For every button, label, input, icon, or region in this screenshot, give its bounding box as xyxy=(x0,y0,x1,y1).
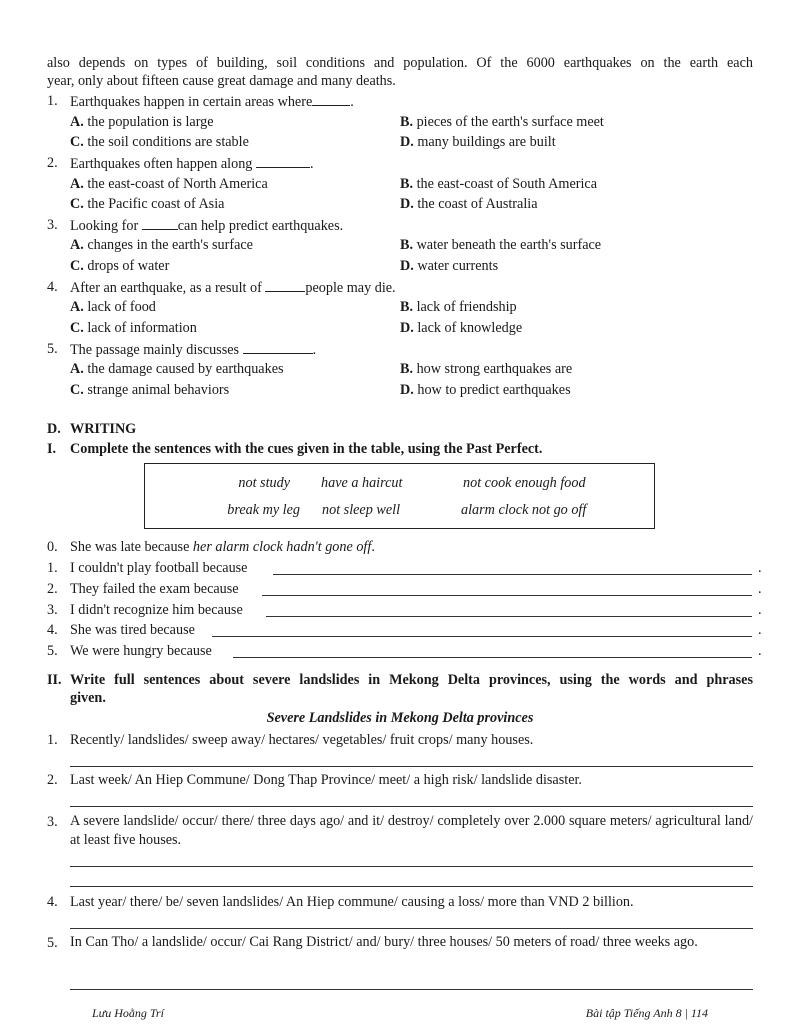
part-1-number: I. xyxy=(47,441,57,457)
prompt-text: In Can Tho/ a landslide/ occur/ Cai Rang District/ and/ bury/ three houses/ 50 meters of road/ three weeks ago. xyxy=(70,934,698,950)
option-a: A. the damage caused by earthquakes xyxy=(70,361,284,377)
sentence-number: 1. xyxy=(47,560,58,576)
answer-line[interactable] xyxy=(70,886,753,887)
answer-line[interactable] xyxy=(70,806,753,807)
question-stem: After an earthquake, as a result of people may die. xyxy=(70,280,396,296)
sentence-number: 2. xyxy=(47,581,58,597)
question-number: 3. xyxy=(47,217,58,233)
answer-line[interactable] xyxy=(212,636,752,637)
option-a: A. the population is large xyxy=(70,114,214,130)
prompt-number: 2. xyxy=(47,772,58,788)
answer-line[interactable] xyxy=(70,866,753,867)
example-sentence: She was late because her alarm clock hadn't gone off. xyxy=(70,539,375,555)
end-dot: . xyxy=(758,643,762,659)
answer-line[interactable] xyxy=(266,616,752,617)
option-c: C. drops of water xyxy=(70,258,170,274)
cue-item: not cook enough food xyxy=(463,475,586,491)
prompt-number: 5. xyxy=(47,935,58,951)
answer-line[interactable] xyxy=(70,928,753,929)
question-number: 4. xyxy=(47,279,58,295)
option-b: B. the east-coast of South America xyxy=(400,176,598,192)
question-number: 1. xyxy=(47,93,58,109)
option-c: C. strange animal behaviors xyxy=(70,382,230,398)
sentence-text: She was tired because xyxy=(70,622,195,638)
part-2-subtitle: Severe Landslides in Mekong Delta provinces xyxy=(266,710,534,726)
question-stem: Earthquakes often happen along . xyxy=(70,156,314,172)
option-d: D. lack of knowledge xyxy=(400,320,523,336)
end-dot: . xyxy=(758,602,762,618)
question-stem: Earthquakes happen in certain areas where . xyxy=(70,94,354,110)
prompt-number: 3. xyxy=(47,814,58,830)
prompt-text: Last year/ there/ be/ seven landslides/ An Hiep commune/ causing a loss/ more than VND 2 billion. xyxy=(70,894,634,910)
option-b: B. lack of friendship xyxy=(400,299,517,315)
cue-item: break my leg xyxy=(227,502,300,518)
end-dot: . xyxy=(758,622,762,638)
sentence-number: 3. xyxy=(47,602,58,618)
prompt-text: Last week/ An Hiep Commune/ Dong Thap Province/ meet/ a high risk/ landslide disaster. xyxy=(70,772,582,788)
question-stem: The passage mainly discusses . xyxy=(70,342,317,358)
prompt-text: Recently/ landslides/ sweep away/ hectares/ vegetables/ fruit crops/ many houses. xyxy=(70,732,534,748)
cue-item: alarm clock not go off xyxy=(461,502,587,518)
sentence-text: They failed the exam because xyxy=(70,581,239,597)
cue-table xyxy=(144,463,655,529)
answer-line[interactable] xyxy=(273,574,752,575)
answer-line[interactable] xyxy=(233,657,752,658)
option-d: D. many buildings are built xyxy=(400,134,556,150)
option-c: C. lack of information xyxy=(70,320,197,336)
end-dot: . xyxy=(758,581,762,597)
answer-line[interactable] xyxy=(70,989,753,990)
prompt-number: 4. xyxy=(47,894,58,910)
part-2-number: II. xyxy=(47,672,62,688)
sentence-number: 5. xyxy=(47,643,58,659)
option-a: A. changes in the earth's surface xyxy=(70,237,253,253)
cue-item: not sleep well xyxy=(322,502,401,518)
option-d: D. the coast of Australia xyxy=(400,196,538,212)
sentence-text: I couldn't play football because xyxy=(70,560,248,576)
section-heading: WRITING xyxy=(70,421,137,437)
example-number: 0. xyxy=(47,539,58,555)
answer-line[interactable] xyxy=(70,766,753,767)
question-stem: Looking for can help predict earthquakes. xyxy=(70,218,344,234)
intro-line-2: year, only about fifteen cause great damage and many deaths. xyxy=(47,73,396,89)
option-c: C. the soil conditions are stable xyxy=(70,134,249,150)
question-number: 2. xyxy=(47,155,58,171)
sentence-text: We were hungry because xyxy=(70,643,212,659)
prompt-number: 1. xyxy=(47,732,58,748)
answer-line[interactable] xyxy=(262,595,752,596)
option-a: A. lack of food xyxy=(70,299,156,315)
part-2-title: Write full sentences about severe landslides in Mekong Delta provinces, using the words and phrases xyxy=(70,672,753,688)
option-a: A. the east-coast of North America xyxy=(70,176,268,192)
footer-page-info: Bài tập Tiếng Anh 8 | 114 xyxy=(585,1006,708,1020)
section-number: D. xyxy=(47,421,61,437)
footer-author: Lưu Hoằng Trí xyxy=(92,1006,164,1020)
part-1-title: Complete the sentences with the cues given in the table, using the Past Perfect. xyxy=(70,441,543,457)
prompt-text: A severe landslide/ occur/ there/ three days ago/ and it/ destroy/ completely over 2.000 square meters/ agricultural land/ at least five houses. xyxy=(70,813,753,848)
question-number: 5. xyxy=(47,341,58,357)
option-b: B. water beneath the earth's surface xyxy=(400,237,602,253)
option-d: D. water currents xyxy=(400,258,499,274)
option-d: D. how to predict earthquakes xyxy=(400,382,571,398)
intro-line-1: also depends on types of building, soil conditions and population. Of the 6000 earthquakes on the earth each xyxy=(47,55,753,71)
sentence-number: 4. xyxy=(47,622,58,638)
option-b: B. how strong earthquakes are xyxy=(400,361,573,377)
sentence-text: I didn't recognize him because xyxy=(70,602,243,618)
option-c: C. the Pacific coast of Asia xyxy=(70,196,225,212)
option-b: B. pieces of the earth's surface meet xyxy=(400,114,604,130)
cue-item: not study xyxy=(238,475,290,491)
cue-item: have a haircut xyxy=(321,475,403,491)
part-2-title-cont: given. xyxy=(70,690,106,706)
end-dot: . xyxy=(758,560,762,576)
